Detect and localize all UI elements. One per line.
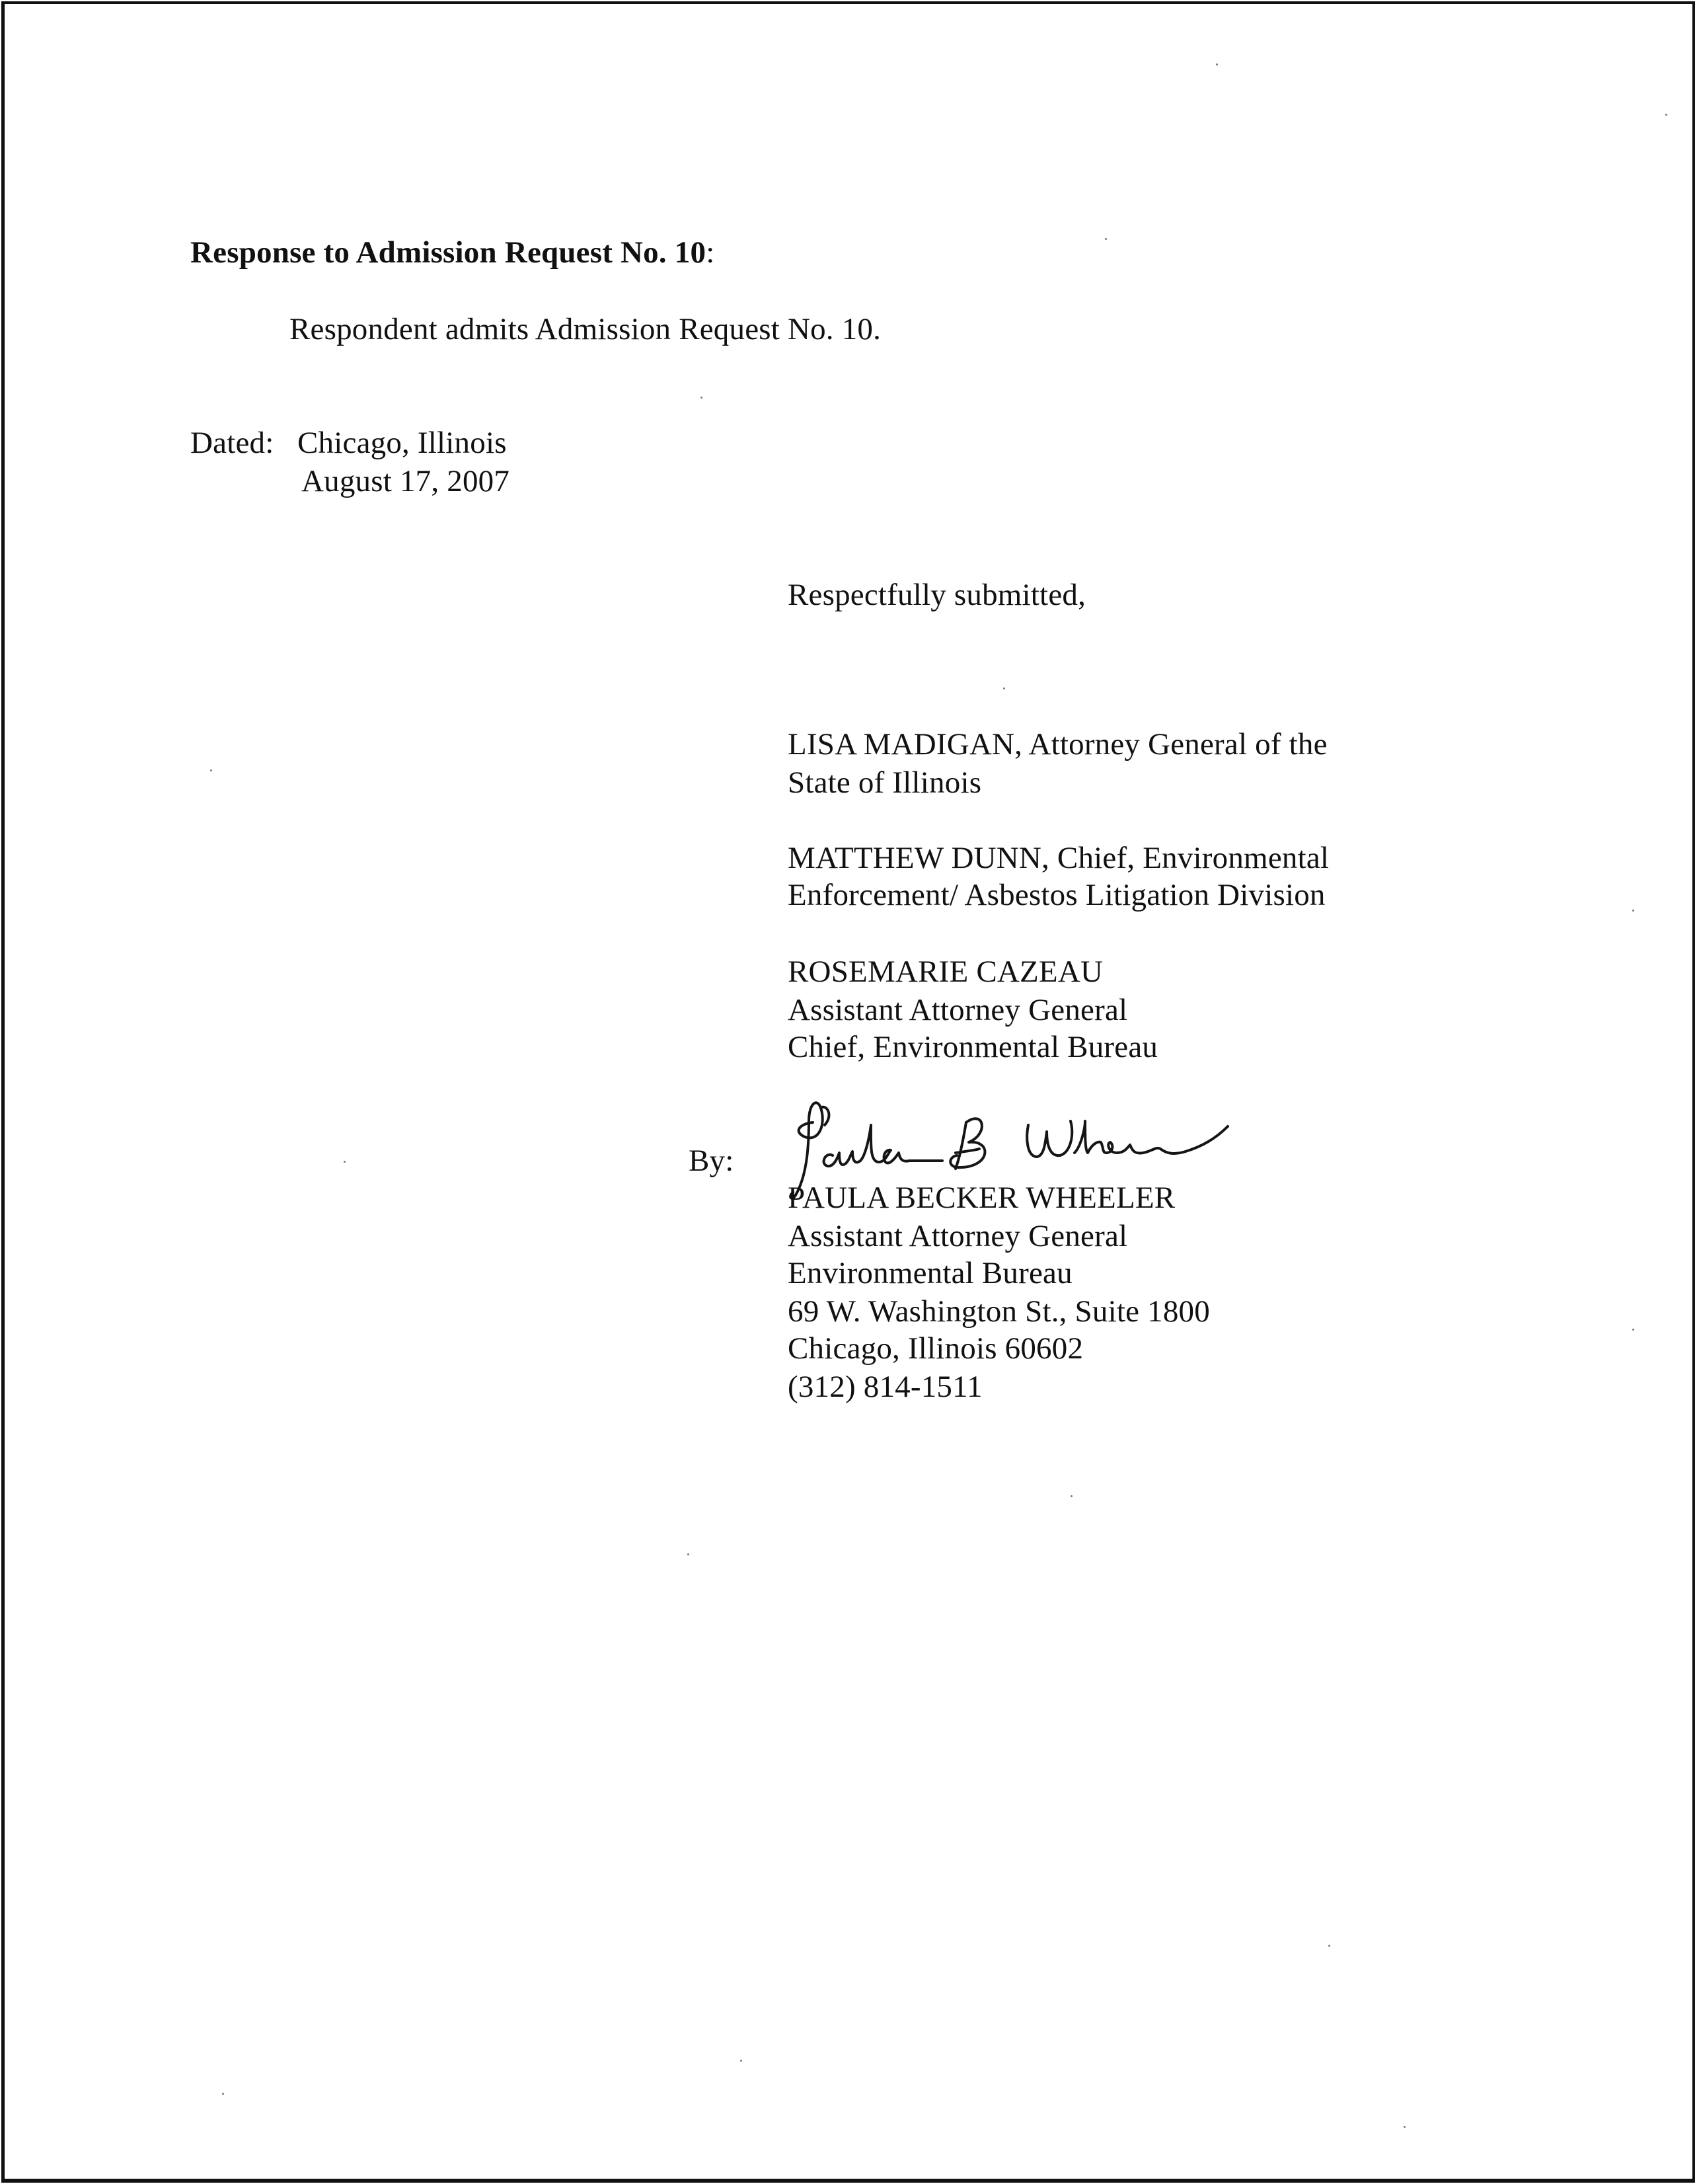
dated-place: Chicago, Illinois [297,426,507,460]
ag-line-2: State of Illinois [788,765,982,800]
by-phone: (312) 814-1511 [788,1370,983,1404]
response-heading-colon: : [706,235,715,270]
scan-speck [1003,687,1005,689]
aag-bureau: Chief, Environmental Bureau [788,1030,1158,1064]
by-label: By: [689,1144,734,1178]
scan-speck [344,1161,346,1163]
by-address: 69 W. Washington St., Suite 1800 [788,1294,1210,1329]
scan-speck [1632,1329,1634,1331]
scan-speck [222,2093,224,2095]
response-body: Respondent admits Admission Request No. 10. [289,312,882,346]
by-city: Chicago, Illinois 60602 [788,1331,1084,1366]
chief-line-2: Enforcement/ Asbestos Litigation Division [788,878,1326,912]
chief-line-1: MATTHEW DUNN, Chief, Environmental [788,841,1330,875]
scan-speck [1632,910,1634,912]
scan-speck [700,397,702,399]
response-heading: Response to Admission Request No. 10 [190,235,706,270]
response-heading-line [190,234,714,272]
scan-speck [1665,114,1667,116]
aag-name: ROSEMARIE CAZEAU [788,955,1104,989]
scan-speck [740,2060,742,2062]
scan-speck [210,769,212,771]
scan-speck [687,1553,689,1555]
by-title: Assistant Attorney General [788,1219,1128,1253]
scan-speck [1105,238,1107,240]
scan-speck [1328,1945,1330,1947]
scan-speck [1071,1495,1073,1497]
by-name: PAULA BECKER WHEELER [788,1181,1176,1215]
dated-date: August 17, 2007 [301,464,510,498]
scan-speck [1216,63,1218,65]
closing: Respectfully submitted, [788,578,1086,612]
aag-title: Assistant Attorney General [788,993,1128,1027]
ag-line-1: LISA MADIGAN, Attorney General of the [788,727,1328,761]
by-bureau: Environmental Bureau [788,1256,1073,1290]
dated-label: Dated: [190,426,274,460]
scan-speck [1404,2126,1406,2128]
